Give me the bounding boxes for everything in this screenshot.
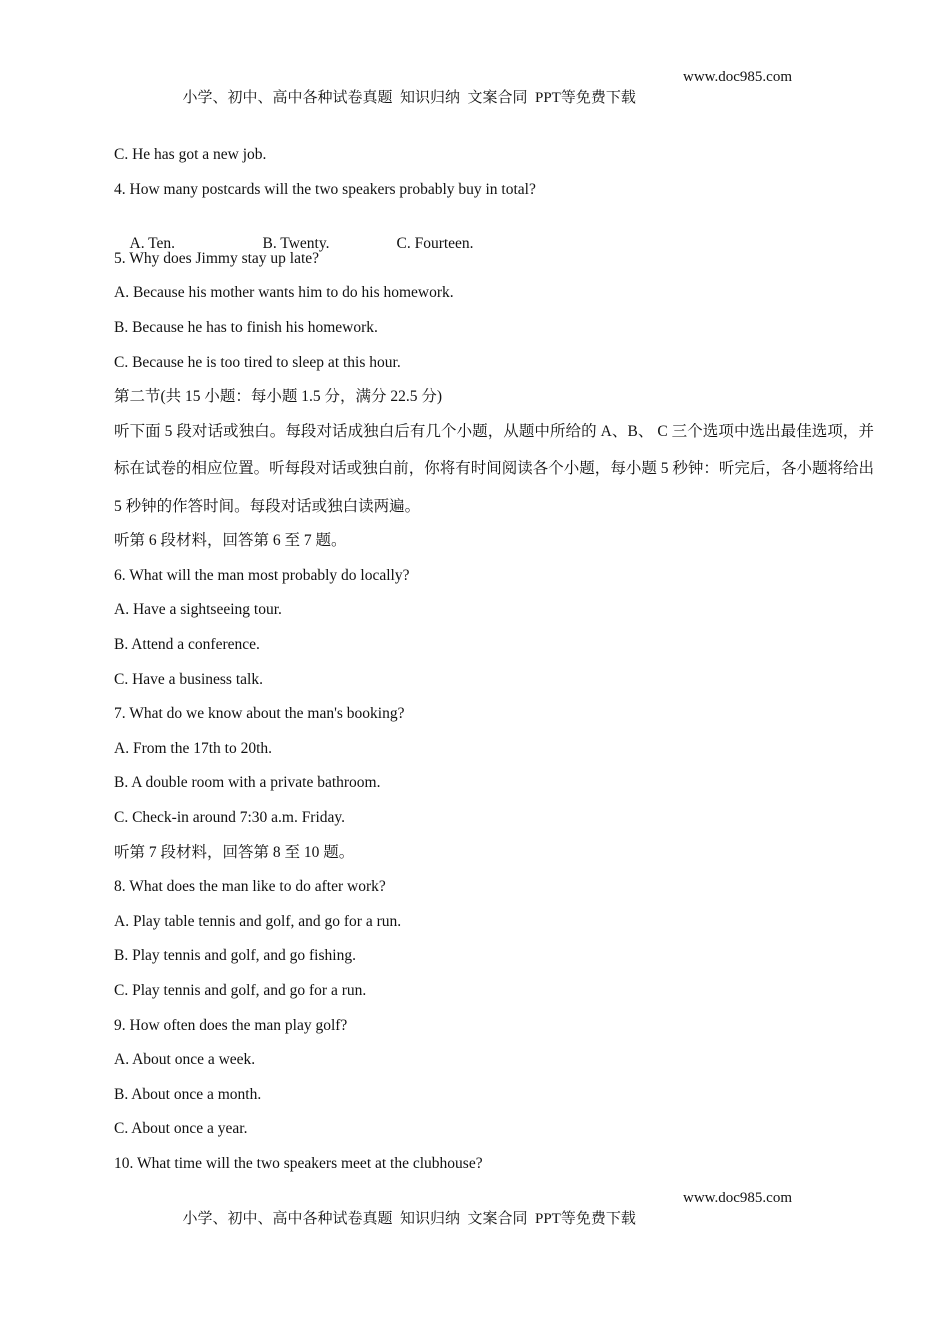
text-line: B. About once a month. [114,1085,262,1103]
section-instructions: 听下面 5 段对话或独白。每段对话成独白后有几个小题，从题中所给的 A、B、 C 三个选项中选出最佳选项，并标在试卷的相应位置。听每段对话或独白前，你将有时间阅读各个小题，每小题 5 秒钟：听完后，各小题将给出 5 秒钟的作答时间。每段对话或独白读两遍。 [114,422,874,515]
header-url[interactable]: www.doc985.com [683,69,793,85]
text-line: B. Attend a conference. [114,636,260,654]
text-line: C. About once a year. [114,1120,248,1138]
text-line: 10. What time will the two speakers meet at the clubhouse? [114,1154,483,1172]
text-line: 7. What do we know about the man's booking? [114,705,405,723]
text-line: A. From the 17th to 20th. [114,739,273,757]
text-line: C. Play tennis and golf, and go for a run. [114,981,367,999]
exam-content [114,145,874,1189]
header-text: 小学、初中、高中各种试卷真题 知识归纳 文案合同 PPT等免费下载 [182,90,636,106]
option-b: B. Twenty. [262,235,330,253]
text-line: 4. How many postcards will the two speakers probably buy in total? [114,180,536,198]
text-line: A. Have a sightseeing tour. [114,601,282,619]
footer-url[interactable]: www.doc985.com [683,1190,793,1206]
page-footer [175,1190,793,1245]
text-line: 5. Why does Jimmy stay up late? [114,249,320,267]
text-line: 第二节(共 15 小题：每小题 1.5 分，满分 22.5 分) [114,388,443,406]
text-line: B. Because he has to finish his homework. [114,318,378,336]
text-line: C. Because he is too tired to sleep at this hour. [114,353,401,371]
option-c: C. Fourteen. [396,235,474,253]
q4-options [114,214,874,253]
text-line: 9. How often does the man play golf? [114,1016,348,1034]
text-line: 8. What does the man like to do after work? [114,878,386,896]
text-line: A. Because his mother wants him to do his homework. [114,284,454,302]
text-line: C. Have a business talk. [114,670,263,688]
text-line: C. He has got a new job. [114,146,267,163]
text-line: B. Play tennis and golf, and go fishing. [114,947,356,965]
text-line: A. About once a week. [114,1051,256,1069]
text-line: 听第 7 段材料，回答第 8 至 10 题。 [114,843,355,861]
page-header [175,69,793,124]
footer-text: 小学、初中、高中各种试卷真题 知识归纳 文案合同 PPT等免费下载 [182,1211,636,1227]
text-line: 6. What will the man most probably do locally? [114,566,410,584]
text-line: 听第 6 段材料，回答第 6 至 7 题。 [114,532,347,550]
text-line: C. Check-in around 7:30 a.m. Friday. [114,809,346,826]
text-line: A. Play table tennis and golf, and go for a run. [114,912,402,930]
text-line: B. A double room with a private bathroom. [114,774,381,792]
option-a: A. Ten. [129,235,176,253]
